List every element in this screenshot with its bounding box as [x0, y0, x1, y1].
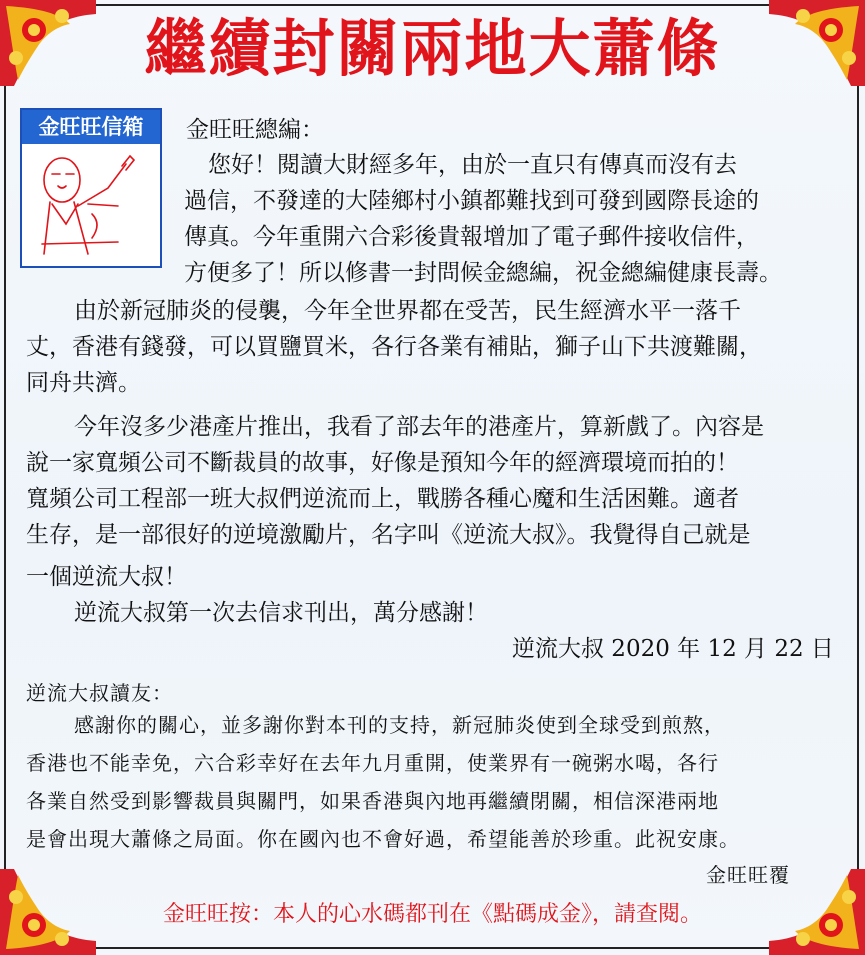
- reply-signature: 金旺旺覆: [706, 863, 790, 887]
- letter-line: 說一家寬頻公司不斷裁員的故事，好像是預知今年的經濟環境而拍的！: [26, 450, 739, 476]
- letter-line: 過信，不發達的大陸鄉村小鎮都難找到可發到國際長途的: [184, 188, 759, 214]
- editor-note: 金旺旺按：本人的心水碼都刊在《點碼成金》，請查閱。: [162, 902, 702, 927]
- letter-line: 同舟共濟。: [26, 370, 141, 396]
- letter-salutation: 金旺旺總編：: [186, 117, 324, 143]
- mailbox-label: 金旺旺信箱: [22, 110, 160, 144]
- reply-line: 感謝你的關心，並多謝你對本刊的支持，新冠肺炎使到全球受到煎熬，: [74, 713, 725, 737]
- headline: 繼續封關兩地大蕭條: [144, 12, 721, 85]
- letter-line: 傳真。今年重開六合彩後貴報增加了電子郵件接收信件，: [184, 224, 759, 250]
- letter-line: 今年沒多少港產片推出，我看了部去年的港產片，算新戲了。內容是: [74, 414, 764, 440]
- reply-line: 是會出現大蕭條之局面。你在國內也不會好過，希望能善於珍重。此祝安康。: [26, 827, 740, 851]
- letter-line: 丈，香港有錢發，可以買鹽買米，各行各業有補貼，獅子山下共渡難關，: [26, 334, 762, 360]
- reply-salutation: 逆流大叔讀友：: [26, 681, 173, 705]
- letter-line: 您好！閱讀大財經多年，由於一直只有傳真而沒有去: [208, 152, 737, 178]
- letter-line: 一個逆流大叔！: [26, 564, 187, 590]
- letter-line: 方便多了！所以修書一封問候金總編，祝金總編健康長壽。: [184, 260, 782, 286]
- letter-line: 由於新冠肺炎的侵襲，今年全世界都在受苦，民生經濟水平一落千: [74, 298, 741, 324]
- letter-line: 寬頻公司工程部一班大叔們逆流而上，戰勝各種心魔和生活困難。適者: [26, 486, 739, 512]
- reply-line: 各業自然受到影響裁員與關門，如果香港與內地再繼續閉關，相信深港兩地: [26, 789, 719, 813]
- letter-line: 生存，是一部很好的逆境激勵片，名字叫《逆流大叔》。我覺得自己就是: [26, 522, 751, 548]
- reply-line: 香港也不能幸免，六合彩幸好在去年九月重開，使業界有一碗粥水喝，各行: [26, 751, 719, 775]
- letter-signature: 逆流大叔 2020 年 12 月 22 日: [512, 636, 834, 662]
- letter-line: 逆流大叔第一次去信求刊出，萬分感謝！: [74, 600, 488, 626]
